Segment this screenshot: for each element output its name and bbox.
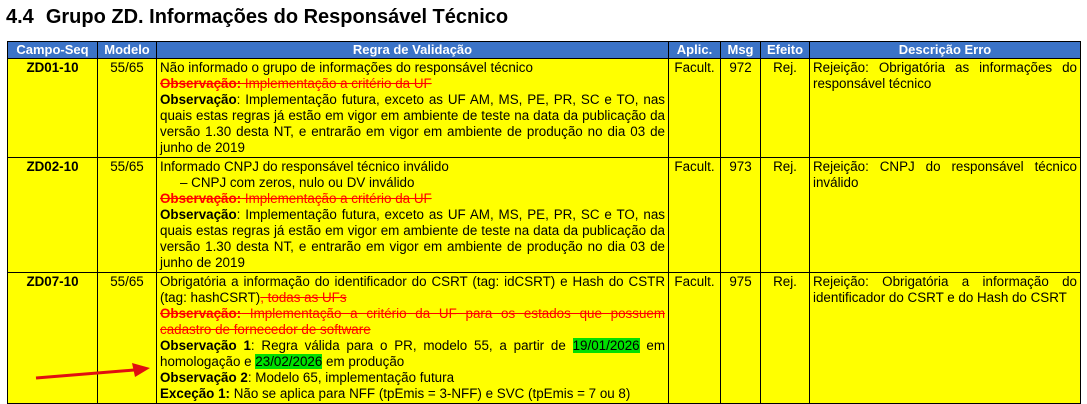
header-descricao: Descrição Erro bbox=[810, 42, 1081, 59]
cell-modelo: 55/65 bbox=[98, 158, 157, 273]
struck-obs-label: Observação: bbox=[160, 306, 242, 321]
cell-descricao: Rejeição: CNPJ do responsável técnico inválido bbox=[810, 158, 1081, 273]
cell-aplic: Facult. bbox=[669, 158, 721, 273]
exc1-label: Exceção 1: bbox=[160, 386, 230, 401]
rule-text: Não informado o grupo de informações do responsável técnico bbox=[160, 60, 533, 75]
cell-modelo: 55/65 bbox=[98, 273, 157, 404]
cell-seq: ZD07-10 bbox=[8, 273, 98, 404]
cell-descricao: Rejeição: Obrigatória a informação do identificador do CSRT e do Hash do CSRT bbox=[810, 273, 1081, 404]
struck-obs-text: Implementação a critério da UF para os estados que possuem cadastro de fornecedor de software bbox=[160, 306, 665, 337]
table-row bbox=[8, 59, 1081, 158]
obs-label: Observação bbox=[160, 207, 237, 222]
struck-obs-label: Observação: bbox=[160, 191, 242, 206]
struck-observation bbox=[160, 306, 665, 338]
cell-seq: ZD01-10 bbox=[8, 59, 98, 158]
red-arrow-icon bbox=[34, 362, 154, 384]
struck-obs-label: Observação: bbox=[160, 76, 242, 91]
header-modelo: Modelo bbox=[98, 42, 157, 59]
obs1-label: Observação 1 bbox=[160, 338, 251, 353]
exception-1 bbox=[160, 386, 665, 402]
obs1-text-c: em produção bbox=[322, 354, 405, 369]
table-header-row bbox=[8, 42, 1081, 59]
rule-text bbox=[160, 274, 665, 306]
observation-2 bbox=[160, 370, 665, 386]
cell-regra bbox=[157, 273, 669, 404]
header-aplic: Aplic. bbox=[669, 42, 721, 59]
rule-text: Informado CNPJ do responsável técnico inválido bbox=[160, 159, 449, 174]
section-title bbox=[6, 6, 508, 29]
cell-descricao: Rejeição: Obrigatória as informações do responsável técnico bbox=[810, 59, 1081, 158]
obs-text: : Implementação futura, exceto as UF AM, MS, PE, PR, SC e TO, nas quais estas regras já estão em vigor em ambiente de teste na data da publicação da versão 1.30 desta NT, e entrarão em vigor em ambiente de produção no dia 03 de junho de 2019 bbox=[160, 92, 665, 155]
obs-text: : Implementação futura, exceto as UF AM, MS, PE, PR, SC e TO, nas quais estas regras já estão em vigor em ambiente de teste na data da publicação da versão 1.30 desta NT, e entrarão em vigor em ambiente de produção no dia 03 de junho de 2019 bbox=[160, 207, 665, 270]
rule-main-text: Obrigatória a informação do identificador do CSRT (tag: idCSRT) e Hash do CSTR (tag: hashCSRT) bbox=[160, 274, 665, 305]
cell-msg: 975 bbox=[721, 273, 761, 404]
observation bbox=[160, 207, 665, 271]
obs1-text-b: em homologação e bbox=[160, 338, 666, 369]
cell-modelo: 55/65 bbox=[98, 59, 157, 158]
struck-observation bbox=[160, 191, 665, 207]
cell-regra bbox=[157, 158, 669, 273]
struck-observation bbox=[160, 76, 665, 92]
validation-rules-table bbox=[7, 41, 1081, 404]
struck-obs-text: Implementação a critério da UF bbox=[241, 76, 432, 91]
cell-efeito: Rej. bbox=[761, 273, 810, 404]
table-row bbox=[8, 273, 1081, 404]
rule-subitem: – CNPJ com zeros, nulo ou DV inválido bbox=[180, 175, 415, 190]
obs2-label: Observação 2 bbox=[160, 370, 248, 385]
cell-efeito: Rej. bbox=[761, 158, 810, 273]
section-number: 4.4 bbox=[6, 6, 34, 28]
table-row bbox=[8, 158, 1081, 273]
header-regra: Regra de Validação bbox=[157, 42, 669, 59]
cell-seq: ZD02-10 bbox=[8, 158, 98, 273]
section-title-text: Grupo ZD. Informações do Responsável Técnico bbox=[45, 6, 509, 28]
cell-efeito: Rej. bbox=[761, 59, 810, 158]
highlighted-date-homologacao: 19/01/2026 bbox=[572, 338, 640, 353]
header-msg: Msg bbox=[721, 42, 761, 59]
observation-1 bbox=[160, 338, 665, 370]
struck-obs-text: Implementação a critério da UF bbox=[241, 191, 432, 206]
exc1-text: Não se aplica para NFF (tpEmis = 3-NFF) e SVC (tpEmis = 7 ou 8) bbox=[229, 386, 631, 401]
observation bbox=[160, 92, 665, 156]
cell-aplic: Facult. bbox=[669, 273, 721, 404]
cell-regra bbox=[157, 59, 669, 158]
obs1-text-a: : Regra válida para o PR, modelo 55, a partir de bbox=[250, 338, 573, 353]
highlighted-date-producao: 23/02/2026 bbox=[255, 354, 323, 369]
obs2-text: : Modelo 65, implementação futura bbox=[247, 370, 455, 385]
header-efeito: Efeito bbox=[761, 42, 810, 59]
obs-label: Observação bbox=[160, 92, 237, 107]
cell-aplic: Facult. bbox=[669, 59, 721, 158]
cell-msg: 973 bbox=[721, 158, 761, 273]
header-campo-seq: Campo-Seq bbox=[8, 42, 98, 59]
rule-struck-tail: , todas as UFs bbox=[260, 290, 347, 305]
cell-msg: 972 bbox=[721, 59, 761, 158]
